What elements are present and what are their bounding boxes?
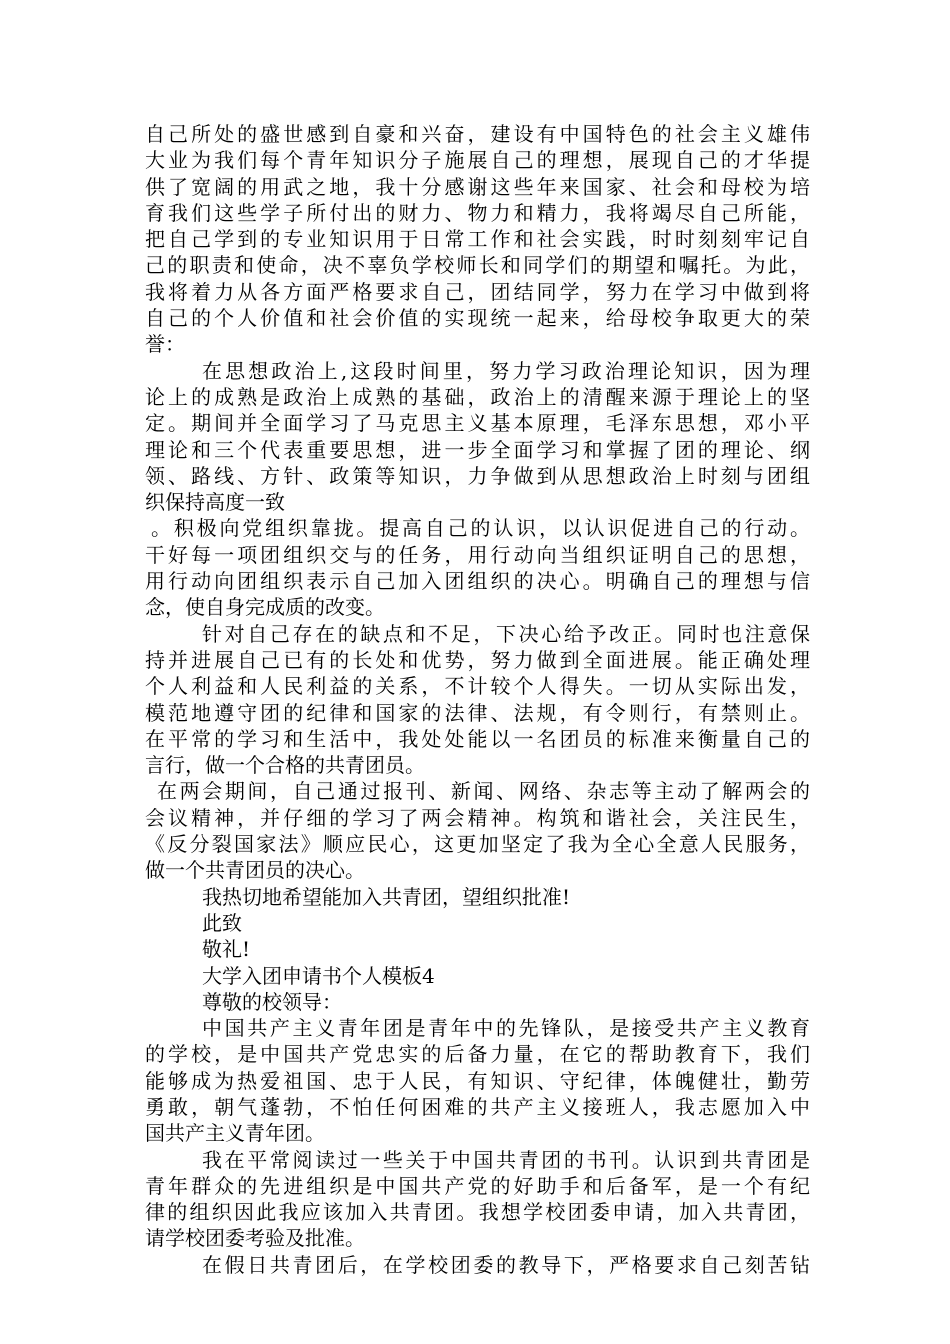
text-line: 会议精神，并仔细的学习了两会精神。构筑和谐社会，关注民生， <box>145 805 810 830</box>
text-line: 自己的个人价值和社会价值的实现统一起来，给母校争取更大的荣 <box>145 306 810 331</box>
text-line: 做一个共青团员的决心。 <box>145 858 365 883</box>
text-line: 《反分裂国家法》顺应民心，这更加坚定了我为全心全意人民服务， <box>145 832 810 857</box>
text-line: 持并进展自己已有的长处和优势，努力做到全面进展。能正确处理 <box>145 647 810 672</box>
text-line: 敬礼! <box>202 937 251 962</box>
text-line: 育我们这些学子所付出的财力、物力和精力，我将竭尽自己所能， <box>145 200 810 225</box>
text-line: 能够成为热爱祖国、忠于人民，有知识、守纪律，体魄健壮，勤劳 <box>145 1068 810 1093</box>
text-line: 自己所处的盛世感到自豪和兴奋，建设有中国特色的社会主义雄伟 <box>145 122 810 146</box>
text-line: 针对自己存在的缺点和不足，下决心给予改正。同时也注意保 <box>202 621 810 646</box>
text-line: 在平常的学习和生活中，我处处能以一名团员的标准来衡量自己的 <box>145 726 810 751</box>
text-line: 我热切地希望能加入共青团，望组织批准! <box>202 884 571 909</box>
text-line: 领、路线、方针、政策等知识，力争做到从思想政治上时刻与团组 <box>145 463 810 488</box>
text-line: 律的组织因此我应该加入共青团。我想学校团委申请，加入共青团， <box>145 1200 810 1225</box>
document-body <box>145 121 810 1278</box>
text-line: 用行动向团组织表示自己加入团组织的决心。明确自己的理想与信 <box>145 569 810 594</box>
text-line: 青年群众的先进组织是中国共产党的好助手和后备军，是一个有纪 <box>145 1173 810 1198</box>
text-line: 织保持高度一致 <box>145 490 285 515</box>
text-line: 己的职责和使命，决不辜负学校师长和同学们的期望和嘱托。为此， <box>145 253 810 278</box>
text-line: 勇敢，朝气蓬勃，不怕任何困难的共产主义接班人，我志愿加入中 <box>145 1094 810 1119</box>
text-line: 请学校团委考验及批准。 <box>145 1226 365 1251</box>
text-line: 大业为我们每个青年知识分子施展自己的理想，展现自己的才华提 <box>145 148 810 173</box>
text-line: 中国共产主义青年团是青年中的先锋队，是接受共产主义教育 <box>202 1016 810 1041</box>
text-line: 在假日共青团后，在学校团委的教导下，严格要求自己刻苦钻 <box>202 1252 810 1277</box>
text-line: 国共产主义青年团。 <box>145 1121 325 1146</box>
text-line: 在两会期间，自己通过报刊、新闻、网络、杂志等主动了解两会的 <box>157 779 810 804</box>
text-line: 供了宽阔的用武之地，我十分感谢这些年来国家、社会和母校为培 <box>145 174 810 199</box>
text-line: 大学入团申请书个人模板4 <box>202 963 435 988</box>
text-line: 论上的成熟是政治上成熟的基础，政治上的清醒来源于理论上的坚 <box>145 384 810 409</box>
text-line: 。积极向党组织靠拢。提高自己的认识，以认识促进自己的行动。 <box>151 516 810 541</box>
text-line: 定。期间并全面学习了马克思主义基本原理，毛泽东思想，邓小平 <box>145 411 810 436</box>
text-line: 个人利益和人民利益的关系，不计较个人得失。一切从实际出发， <box>145 674 810 699</box>
text-line: 模范地遵守团的纪律和国家的法律、法规，有令则行，有禁则止。 <box>145 700 810 725</box>
text-line: 言行，做一个合格的共青团员。 <box>145 753 425 778</box>
text-line: 干好每一项团组织交与的任务，用行动向当组织证明自己的思想， <box>145 542 810 567</box>
text-line: 尊敬的校领导： <box>202 989 342 1014</box>
text-line: 誉： <box>145 332 185 357</box>
text-line: 理论和三个代表重要思想，进一步全面学习和掌握了团的理论、纲 <box>145 437 810 462</box>
text-line: 我将着力从各方面严格要求自己，团结同学，努力在学习中做到将 <box>145 279 810 304</box>
text-line: 我在平常阅读过一些关于中国共青团的书刊。认识到共青团是 <box>202 1147 810 1172</box>
text-line: 在思想政治上,这段时间里，努力学习政治理论知识，因为理 <box>202 358 810 383</box>
text-line: 把自己学到的专业知识用于日常工作和社会实践，时时刻刻牢记自 <box>145 227 810 252</box>
text-line: 念，使自身完成质的改变。 <box>145 595 385 620</box>
text-line: 的学校，是中国共产党忠实的后备力量，在它的帮助教育下，我们 <box>145 1042 810 1067</box>
text-line: 此致 <box>202 910 242 935</box>
